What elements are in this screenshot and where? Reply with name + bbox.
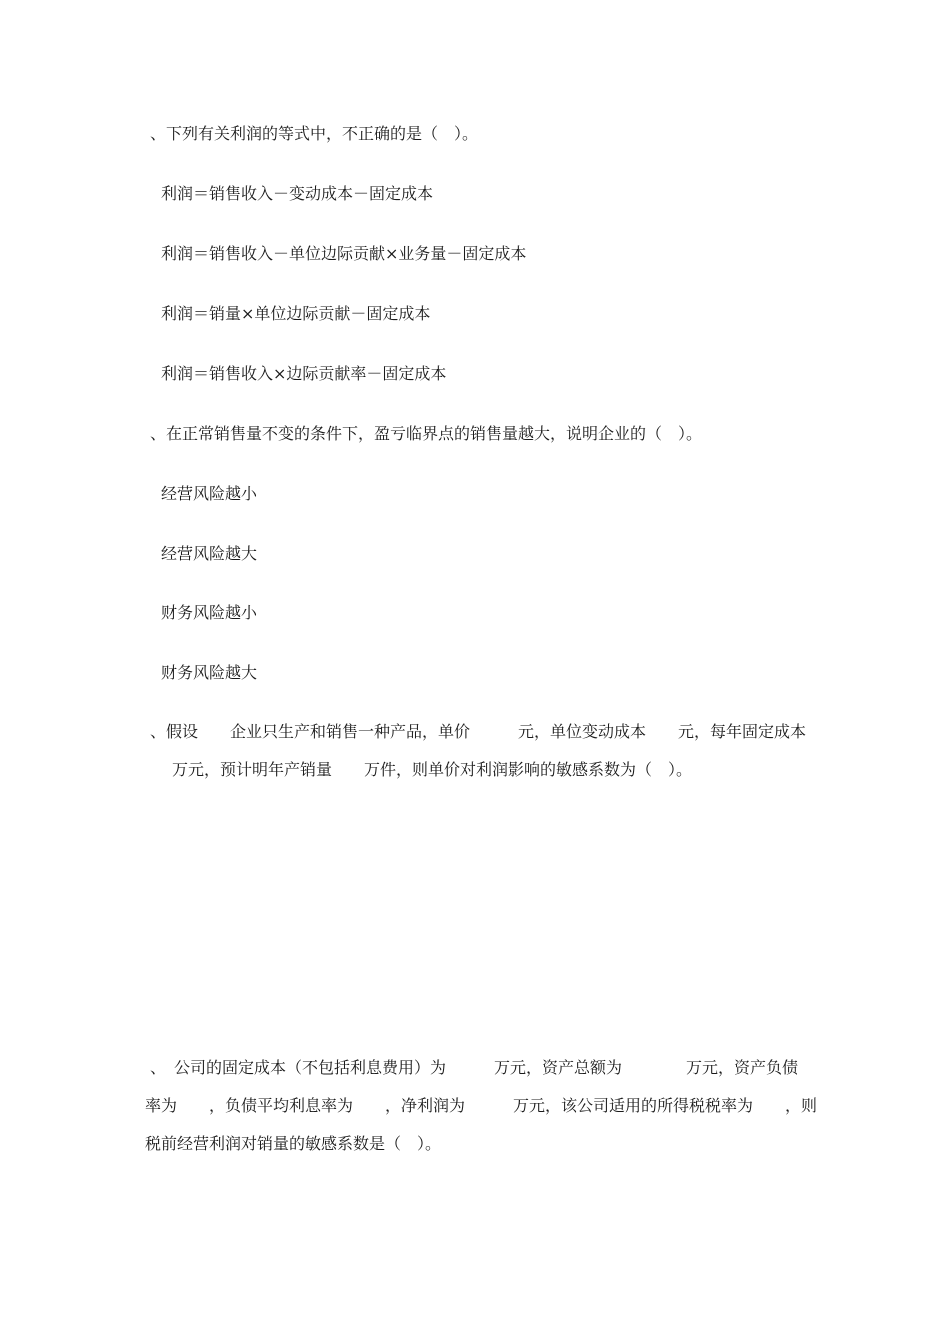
question-1-option-c: 利润＝销量×单位边际贡献－固定成本 — [161, 304, 431, 323]
question-4-stem-line-2: 率为 ，负债平均利息率为 ，净利润为 万元，该公司适用的所得税税率为 ，则 — [145, 1096, 818, 1115]
question-2-stem: 、在正常销售量不变的条件下，盈亏临界点的销售量越大，说明企业的（ ）。 — [150, 424, 703, 443]
question-3-stem-line-2: 万元，预计明年产销量 万件，则单价对利润影响的敏感系数为（ ）。 — [172, 760, 693, 779]
question-2-option-d: 财务风险越大 — [161, 663, 258, 682]
question-1-option-b: 利润＝销售收入－单位边际贡献×业务量－固定成本 — [161, 244, 527, 263]
question-2-option-b: 经营风险越大 — [161, 544, 258, 563]
question-1-option-a: 利润＝销售收入－变动成本－固定成本 — [161, 184, 434, 203]
question-2-option-c: 财务风险越小 — [161, 603, 258, 622]
question-1-option-d: 利润＝销售收入×边际贡献率－固定成本 — [161, 364, 447, 383]
question-2-option-a: 经营风险越小 — [161, 484, 258, 503]
question-4-stem-line-1: 、 公司的固定成本（不包括利息费用）为 万元，资产总额为 万元，资产负债 — [150, 1058, 799, 1077]
question-4-stem-line-3: 税前经营利润对销量的敏感系数是（ ）。 — [145, 1134, 442, 1153]
question-3-stem-line-1: 、假设 企业只生产和销售一种产品，单价 元，单位变动成本 元，每年固定成本 — [150, 722, 807, 741]
question-1-stem: 、下列有关利润的等式中，不正确的是（ ）。 — [150, 124, 479, 143]
